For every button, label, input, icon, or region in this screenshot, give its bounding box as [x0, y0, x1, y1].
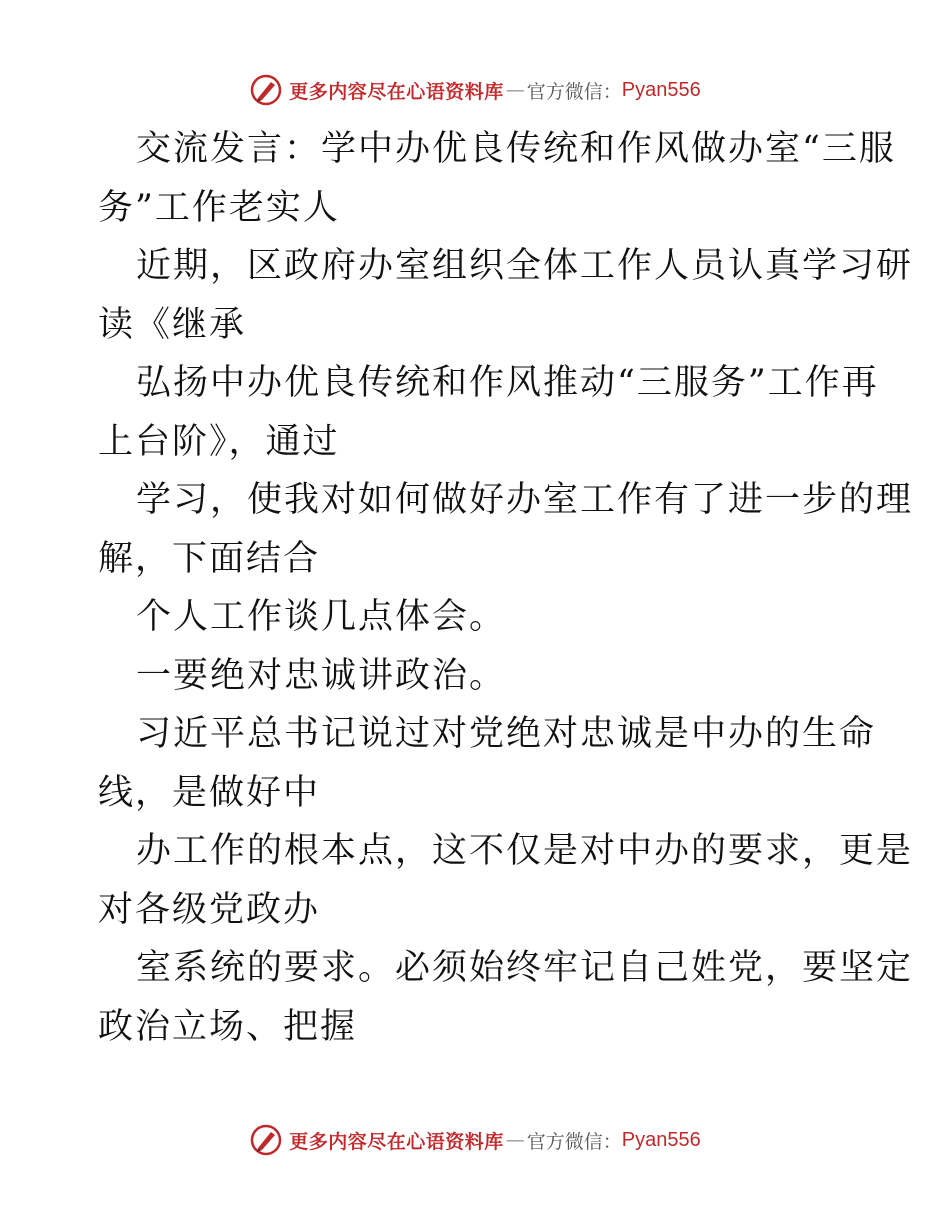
footer-separator: — — [505, 1129, 525, 1151]
text-line: 线，是做好中 — [98, 772, 321, 813]
text-line: 对各级党政办 — [98, 889, 321, 930]
header-separator: — — [505, 79, 525, 101]
text-line: 解，下面结合 — [98, 538, 321, 579]
text-line: 办工作的根本点，这不仅是对中办的要求，更是 — [136, 831, 914, 871]
text-line: 政治立场、把握 — [98, 1006, 358, 1047]
footer-wechat-label: 官方微信： — [526, 1130, 622, 1153]
text-line: 一要绝对忠诚讲政治。 — [136, 655, 507, 696]
text-line: 近期，区政府办室组织全体工作人员认真学习研 — [136, 246, 914, 286]
header-wechat-id: Pyan556 — [621, 78, 701, 101]
pen-logo-icon — [249, 73, 283, 107]
text-line: 上台阶》，通过 — [98, 421, 340, 462]
header-wechat-label: 官方微信： — [526, 80, 622, 103]
header-banner — [0, 70, 950, 110]
footer-wechat-id: Pyan556 — [621, 1128, 701, 1151]
footer-banner — [0, 1120, 950, 1160]
text-line: 个人工作谈几点体会。 — [136, 597, 507, 637]
text-line: 弘扬中办优良传统和作风推动“三服务”工作再 — [136, 363, 879, 403]
text-line: 学习，使我对如何做好办室工作有了进一步的理 — [136, 480, 914, 520]
text-line: 室系统的要求。必须始终牢记自己姓党，要坚定 — [136, 948, 914, 988]
pen-logo-icon — [249, 1123, 283, 1157]
footer-site-name: 更多内容尽在心语资料库 — [289, 1130, 504, 1153]
text-line: 务”工作老实人 — [98, 187, 340, 228]
text-line: 读《继承 — [98, 304, 247, 345]
text-line: 习近平总书记说过对党绝对忠诚是中办的生命 — [136, 714, 877, 754]
header-site-name: 更多内容尽在心语资料库 — [289, 80, 504, 103]
text-line: 交流发言：学中办优良传统和作风做办室“三服 — [136, 129, 896, 169]
document-body — [98, 120, 914, 1056]
